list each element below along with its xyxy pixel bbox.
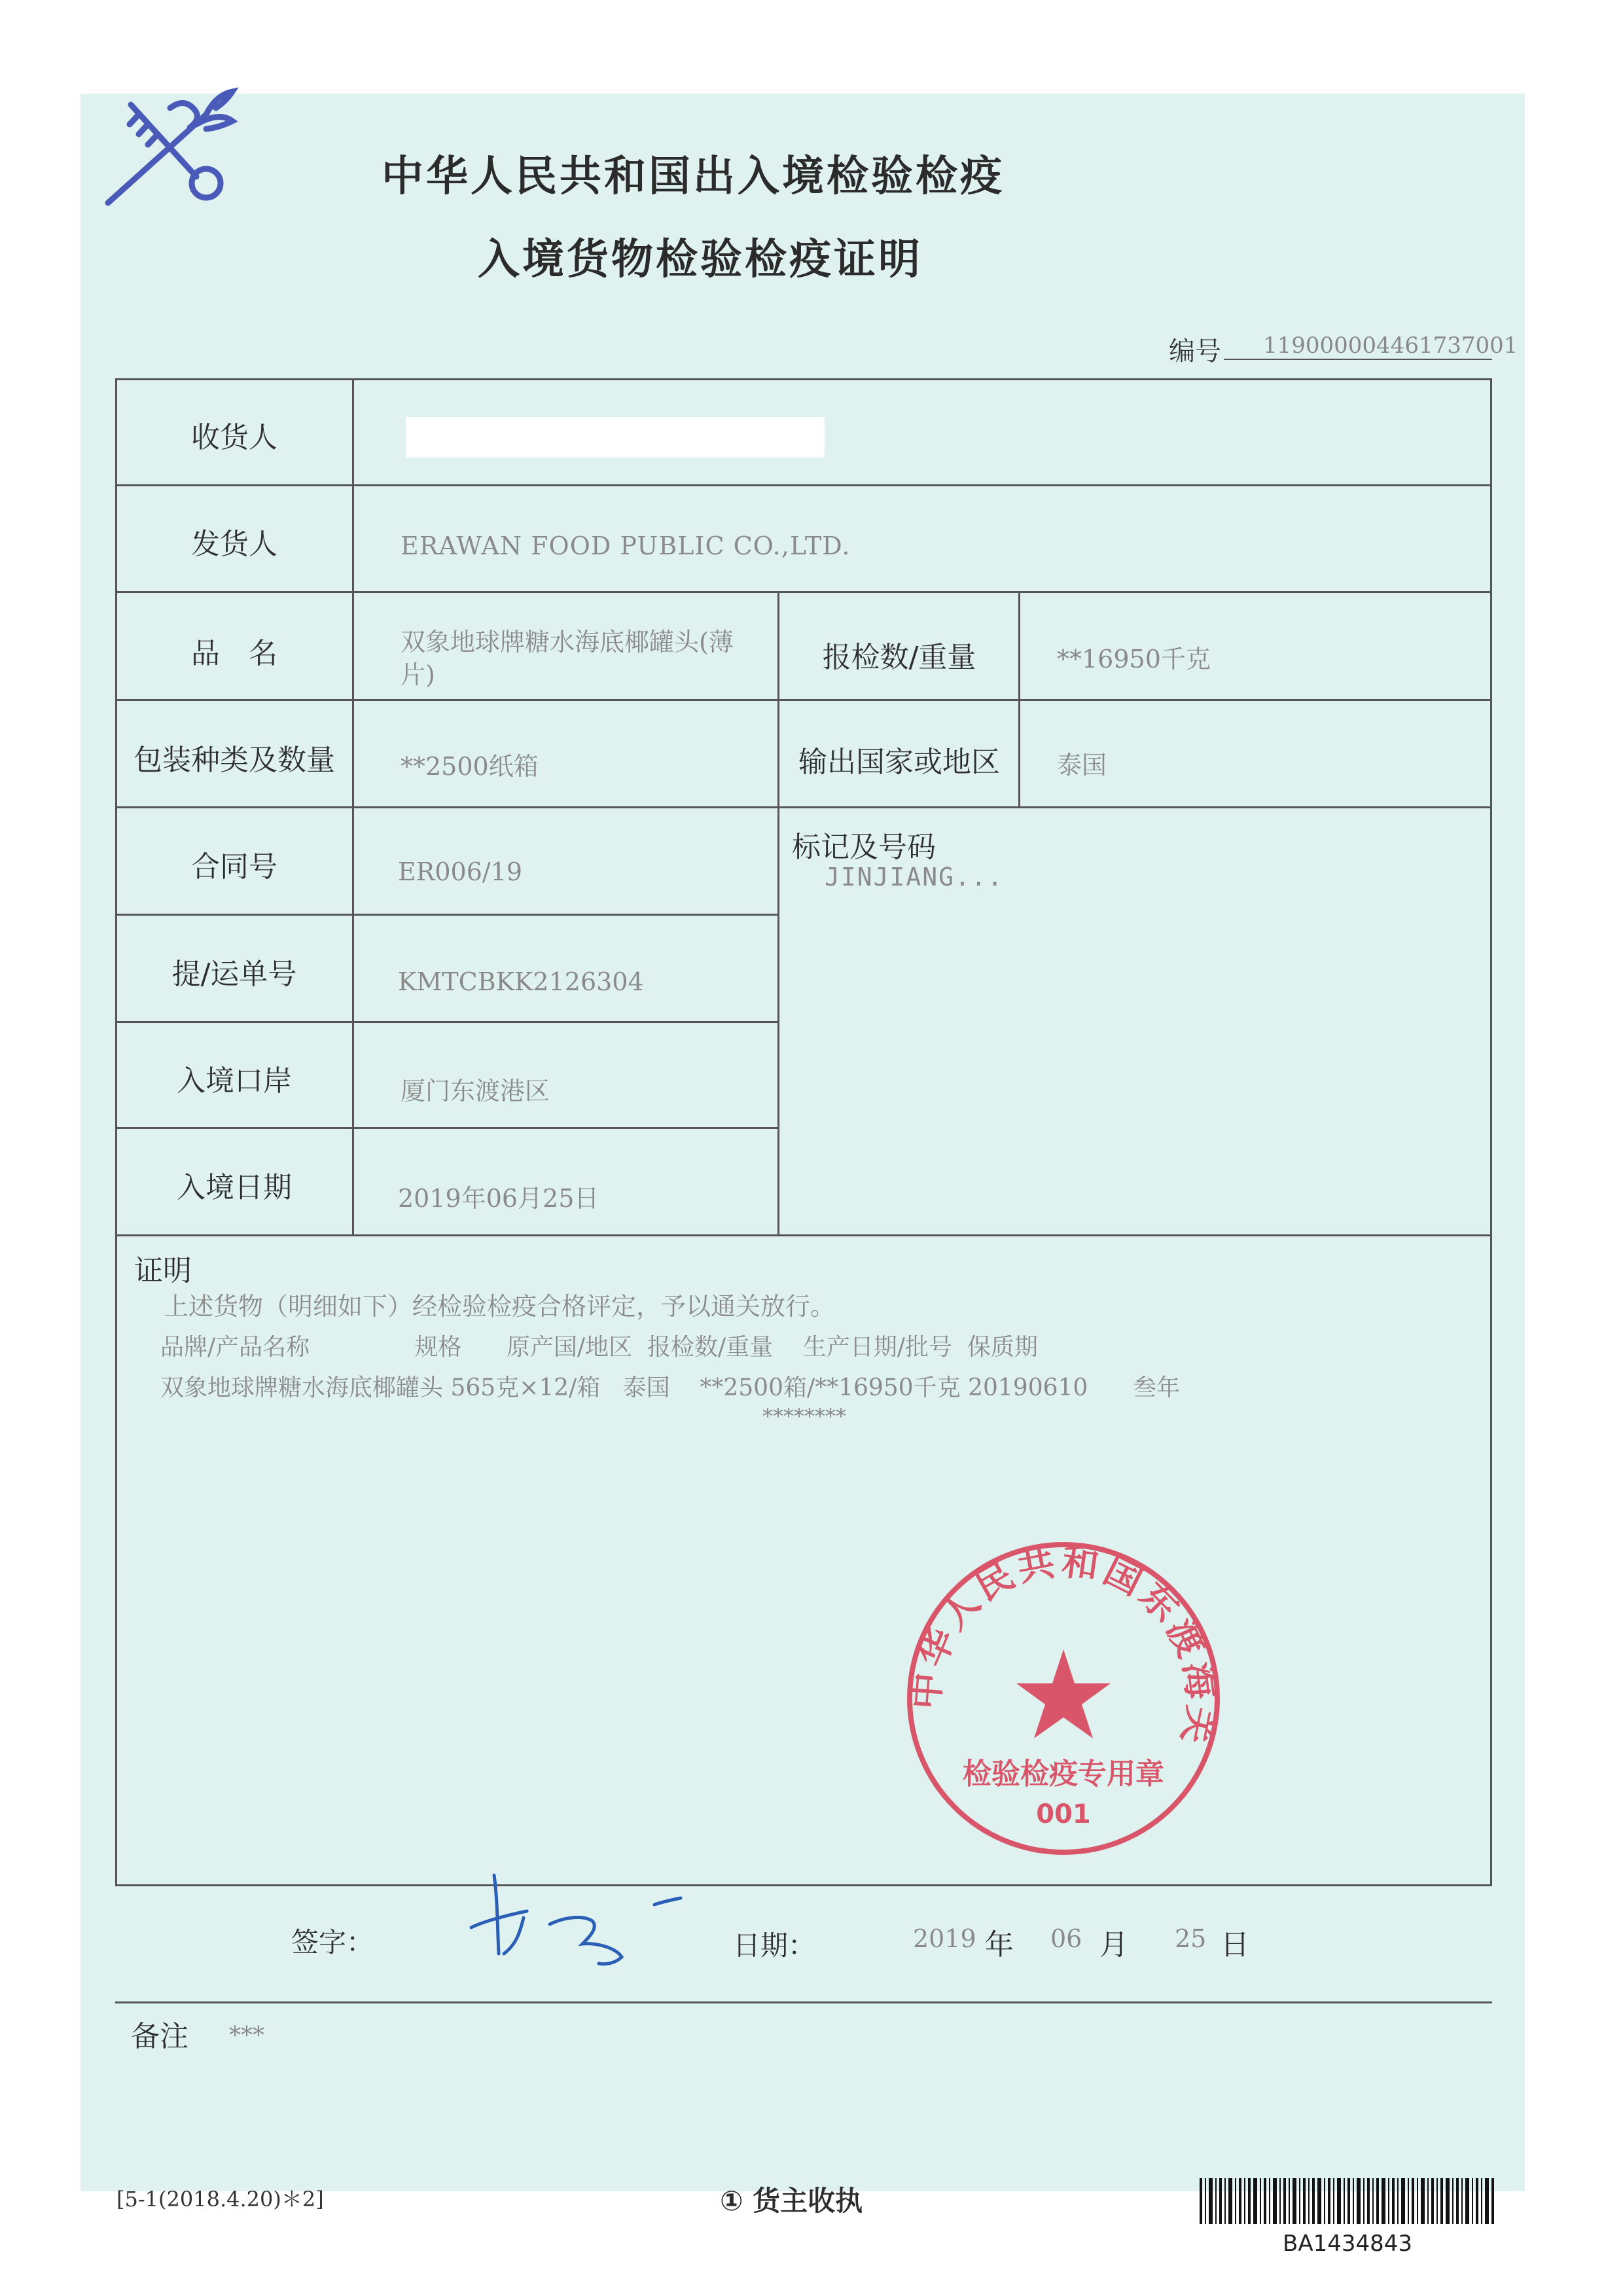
- remarks-value: ***: [229, 2022, 264, 2049]
- sign-day: 25: [1175, 1924, 1207, 1953]
- sign-date-label: 日期：: [733, 1929, 816, 1962]
- form-code: [5-1(2018.4.20)＊2]: [116, 2187, 324, 2212]
- serial-label: 编号: [1169, 336, 1221, 367]
- packing-label: 包装种类及数量: [134, 744, 335, 777]
- origin-value: 泰国: [1057, 751, 1107, 780]
- consignor-value: ERAWAN FOOD PUBLIC CO.,LTD.: [401, 531, 851, 560]
- marks-label: 标记及号码: [792, 831, 936, 864]
- barcode-number: BA1434843: [1283, 2231, 1413, 2257]
- marks-value: JINJIANG...: [825, 863, 1004, 891]
- port-value: 厦门东渡港区: [401, 1077, 550, 1105]
- product-label: 品 名: [191, 637, 277, 670]
- certificate-end-mark: ********: [762, 1404, 846, 1429]
- official-seal: [897, 1532, 1230, 1865]
- bl-label: 提/运单号: [171, 958, 297, 991]
- title-line-1: 中华人民共和国出入境检验检疫: [382, 152, 1005, 201]
- title-line-2: 入境货物检验检疫证明: [478, 236, 923, 284]
- sign-year-unit: 年: [985, 1928, 1014, 1962]
- seal-outer-text: 中华人民共和国东渡海关: [904, 1539, 1223, 1751]
- contract-label: 合同号: [191, 850, 277, 884]
- bl-value: KMTCBKK2126304: [398, 967, 644, 996]
- info-grid: [115, 378, 1492, 1886]
- signature-label: 签字：: [291, 1926, 374, 1958]
- customs-emblem-icon: [92, 79, 242, 216]
- contract-value: ER006/19: [398, 857, 523, 886]
- packing-value: **2500纸箱: [401, 752, 539, 781]
- svg-text:中华人民共和国东渡海关: [904, 1540, 1223, 1751]
- consignee-label: 收货人: [191, 421, 277, 454]
- product-value-line1: 双象地球牌糖水海底椰罐头(薄: [401, 628, 734, 656]
- port-label: 入境口岸: [177, 1064, 292, 1098]
- declared-qty-label: 报检数/重量: [822, 641, 976, 674]
- product-value-line2: 片): [401, 660, 435, 689]
- serial-number: 119000004461737001: [1224, 332, 1492, 360]
- sign-day-unit: 日: [1221, 1928, 1249, 1962]
- declared-qty-value: **16950千克: [1057, 645, 1211, 673]
- handwritten-signature: [458, 1865, 707, 1970]
- seal-inner-text: 检验检疫专用章: [963, 1757, 1164, 1791]
- sign-month-unit: 月: [1099, 1928, 1128, 1962]
- barcode: [1200, 2178, 1494, 2224]
- certificate-statement: 上述货物（明细如下）经检验检疫合格评定，予以通关放行。: [164, 1292, 836, 1321]
- remarks-label: 备注: [131, 2020, 188, 2053]
- redaction-block: [406, 417, 825, 457]
- copy-label: ① 货主收执: [720, 2185, 863, 2217]
- certificate-detail: 双象地球牌糖水海底椰罐头 565克×12/箱 泰国 **2500箱/**16950千克 20190610 叁年: [160, 1374, 1180, 1401]
- seal-number: 001: [1036, 1799, 1091, 1829]
- sign-month: 06: [1050, 1924, 1082, 1953]
- entry-date-label: 入境日期: [177, 1171, 292, 1204]
- origin-label: 输出国家或地区: [798, 745, 1000, 779]
- certificate-columns: 品牌/产品名称 规格 原产国/地区 报检数/重量 生产日期/批号 保质期: [160, 1334, 1038, 1361]
- entry-date-value: 2019年06月25日: [398, 1184, 599, 1213]
- consignor-label: 发货人: [191, 528, 277, 561]
- certificate-heading: 证明: [134, 1254, 192, 1287]
- sign-year: 2019: [913, 1924, 976, 1953]
